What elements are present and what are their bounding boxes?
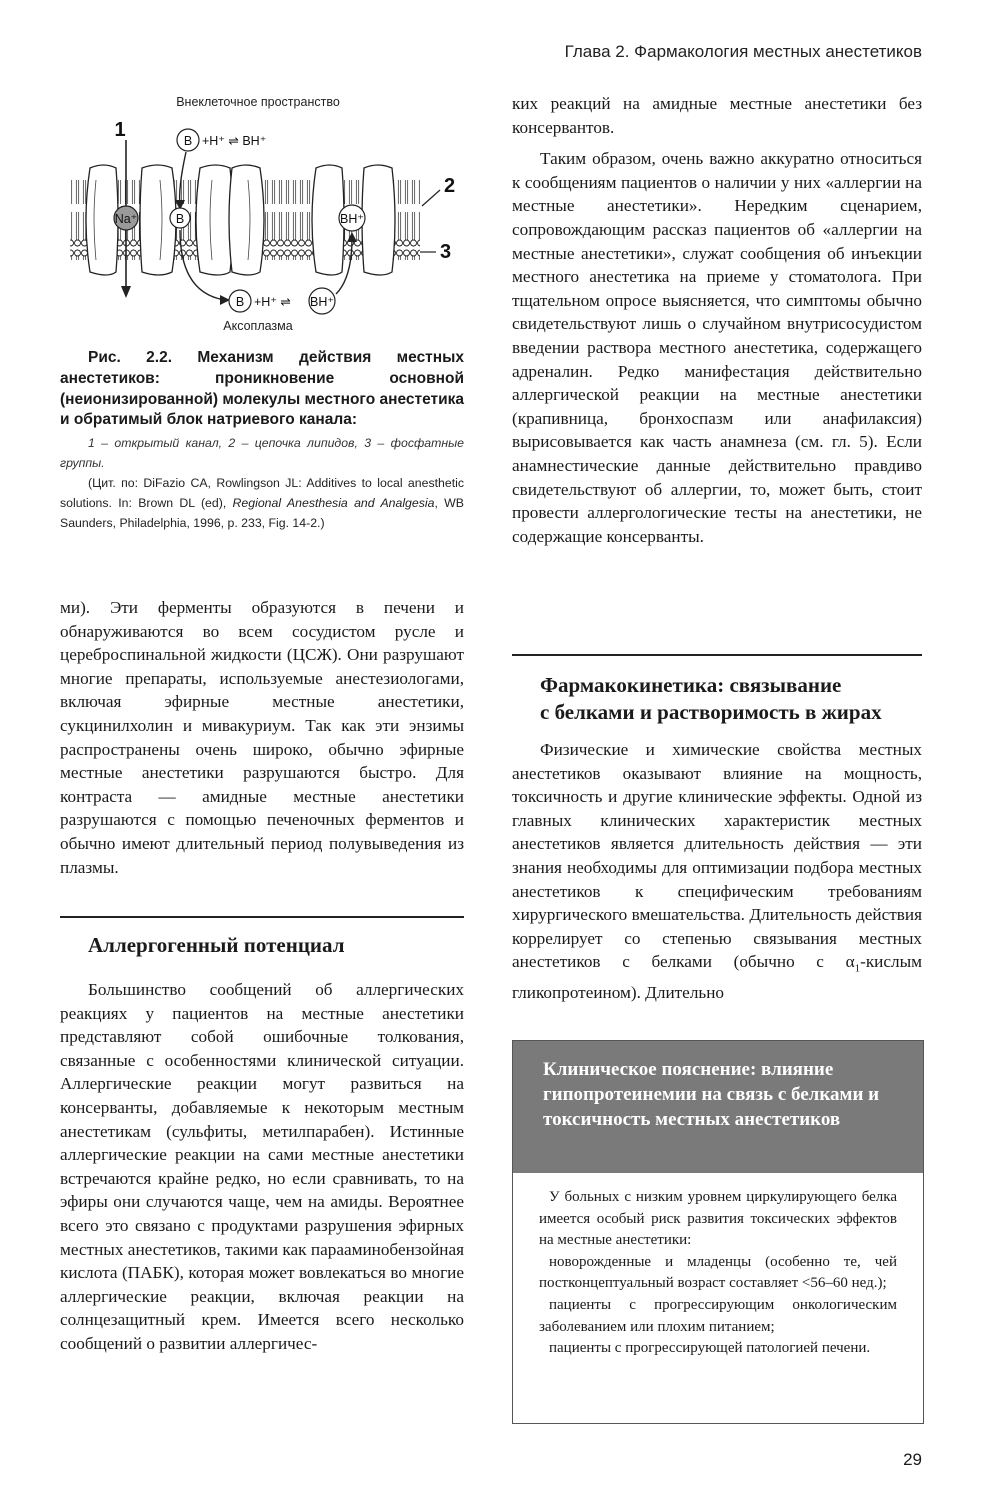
clinical-note-item: пациенты с прогрессирующим онкологическим заболеванием или плохим питанием; [539, 1296, 897, 1335]
clinical-note-intro: У больных с низким уровнем циркулирующего белка имеется особый риск развития токсических эффектов на местные анестетики: [539, 1189, 897, 1249]
section-rule-right [512, 654, 922, 656]
running-header: Глава 2. Фармакология местных анестетиков [564, 42, 922, 61]
cation-channel-label: BH⁺ [340, 212, 364, 226]
clinical-note-item: новорожденные и младенцы (особенно те, чей постконцептуальный возраст составляет <56–60 нед.); [539, 1253, 897, 1292]
right-paragraph-1: ких реакций на амидные местные анестетики без консервантов. Таким образом, очень важно аккуратно относиться к сообщениям пациентов о наличии у них «аллергии на местные анестетики». Нередким сценарием, сопровождающим рассказ пациентов об «аллергии на местные анестетики», служат сообщения об инъекции местного анестетика на приеме у стоматолога. При тщательном опросе выясняется, что симптомы обычно свидетельствуют лишь о случайном внутрисосудистом введении раствора местного анестетика, содержащего адреналин. Редко манифестация действительно аллергической реакции на местные анестетики (крапивница, бронхоспазм или анафилаксия) вырисовывается как часть анамнеза (см. гл. 5). Если анамнестические данные действительно правдиво свидетельствуют об аллергии, то, может быть, стоит провести аллергологические тесты на анестетики, не содержащие консерванты. [512, 92, 922, 548]
right-paragraph-2: Таким образом, очень важно аккуратно относиться к сообщениям пациентов о наличии у них «аллергии на местные анестетики». Нередким сценарием, сопровождающим рассказ пациентов об «аллергии на местные анестетики», служат сообщения об инъекции местного анестетика на приеме у стоматолога. При тщательном опросе выясняется, что симптомы обычно свидетельствуют лишь о случайном внутрисосудистом введении раствора местного анестетика, содержащего адреналин. Редко манифестация действительно аллергической реакции на местные анестетики (крапивница, бронхоспазм или анафилаксия) вырисовывается как часть анамнеза (см. гл. 5). Если анамнестические данные действительно правдиво свидетельствуют об аллергии, то, может быть, стоит провести аллергологические тесты на анестетики, не содержащие консерванты. [512, 149, 922, 546]
top-reaction-text: +H⁺ ⇌ BH⁺ [202, 134, 267, 148]
citation-book-title: Regional Anesthesia and Analgesia [232, 496, 435, 511]
clinical-note-body [513, 1173, 923, 1360]
caption-citation: (Цит. по: DiFazio CA, Rowlingson JL: Additives to local anesthetic solutions. In: Brown DL (ed), Regional Anesthesia and Analgesia, WB Saunders, Philadelphia, 1996, p. 233, Fig. 14-2.) [60, 476, 464, 531]
figure-2-2 [60, 88, 464, 338]
membrane-diagram [60, 88, 464, 338]
bottom-reaction-text: +H⁺ ⇌ [254, 295, 291, 309]
extracellular-label: Внеклеточное пространство [176, 95, 340, 109]
page-number: 29 [903, 1450, 922, 1469]
label-2: 2 [444, 175, 456, 197]
clinical-note-title: Клиническое пояснение: влияние гипопротеинемии на связь с белками и токсичность местных анестетиков [513, 1041, 923, 1173]
clinical-note-item: пациенты с прогрессирующей патологией печени. [549, 1340, 871, 1357]
right-paragraph-3: Физические и химические свойства местных анестетиков оказывают влияние на мощность, токсичность и другие клинические эффекты. Одной из главных клинических характеристик местных анестетиков является длительность действия — эти знания необходимы для оптимизации подбора местных анестетиков к специфическим требованиям хирургического вмешательства. Длительность действия коррелирует со степенью связывания местных анестетиков с белками (обычно с $\alpha_1$-кислым гликопротеином). Длительно [512, 740, 922, 1003]
label-1: 1 [114, 119, 126, 141]
label-3: 3 [440, 241, 452, 263]
section-rule-left [60, 916, 464, 918]
base-top-label: B [183, 134, 193, 148]
base-bottom-label: B [235, 295, 245, 309]
clinical-note-box [512, 1040, 924, 1424]
axoplasm-label: Аксоплазма [223, 319, 293, 333]
caption-legend: 1 – открытый канал, 2 – цепочка липидов, 3 – фосфатные группы. [60, 436, 464, 471]
figure-caption [60, 348, 464, 533]
left-paragraph-1: ми). Эти ферменты образуются в печени и обнаруживаются во всем сосудистом русле и цереброспинальной жидкости (ЦСЖ). Они разрушают многие препараты, используемые анестезиологами, включая эфирные местные анестетики, сукцинилхолин и мивакуриум. Так как эти энзимы распространены очень широко, обычно эфирные местные анестетики разрушаются быстро. Для контраста — амидные местные анестетики разрушаются с помощью печеночных ферментов и обычно имеют длительный период полувыведения из плазмы. [60, 598, 464, 877]
caption-title: Рис. 2.2. Механизм действия местных анестетиков: проникновение основной (неионизированной) молекулы местного анестетика и обратимый блок натриевого канала: [60, 349, 464, 429]
left-paragraph-2: Большинство сообщений об аллергических реакциях у пациентов на местные анестетики представляют собой ошибочные толкования, связанные с особенностями клинической ситуации. Аллергические реакции могут развиться на консерванты, добавляемые к некоторым местным анестетикам (сульфиты, метилпарабен). Истинные аллергические реакции на сами местные анестетики встречаются крайне редко, но если сравнивать, то на эфиры они случаются чаще, чем на амиды. Вероятнее всего это связано с продуктами разрушения эфирных местных анестетиков, такими как парааминобензойная кислота (ПАБК), которая может вовлекаться во многие аллергические реакции, включая реакции на солнцезащитный крем. Имеется всего несколько сообщений о развитии аллергичес- [60, 980, 464, 1353]
cation-bottom-label: BH⁺ [310, 295, 334, 309]
section-heading-allergy: Аллергогенный потенциал [88, 933, 345, 957]
sodium-ion-label: Na⁺ [114, 212, 138, 226]
channel-middle [196, 165, 264, 275]
section-heading-pharmacokinetics: Фармакокинетика: связывание с белками и растворимость в жирах [540, 673, 882, 724]
base-membrane-label: B [175, 212, 185, 226]
